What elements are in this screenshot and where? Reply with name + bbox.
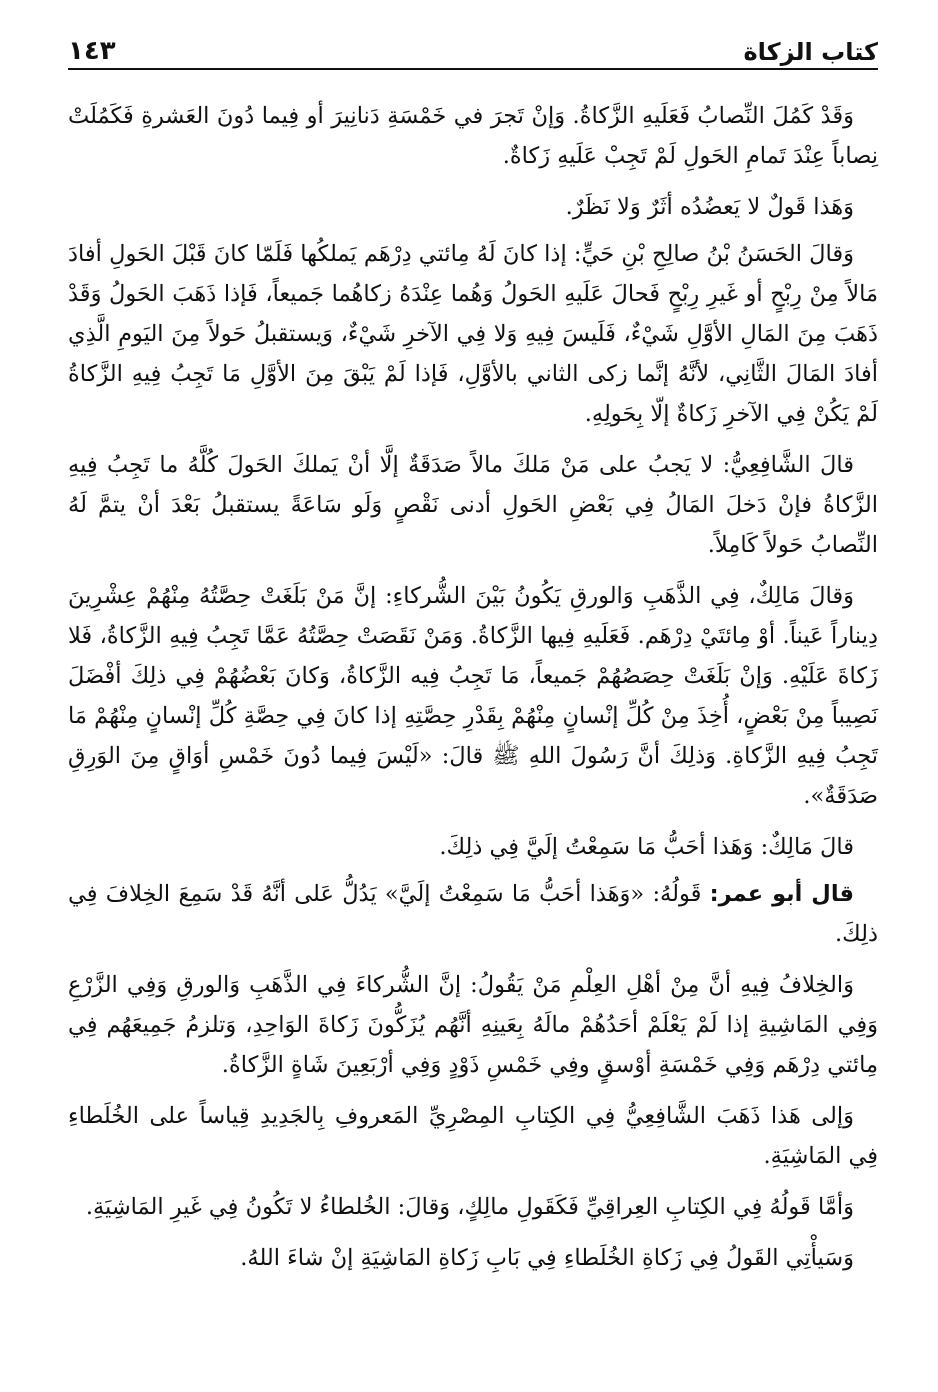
page-number: ١٤٣ <box>68 36 116 66</box>
paragraph: وَقالَ مَالِكٌ، فِي الذَّهَبِ وَالورقِ يَكُونُ بَيْنَ الشُّركاءِ: إنَّ مَنْ بَلَغَتْ حِصَّتُهُ مِنْهُمْ عِشْرِينَ دِيناراً عَيناً. أوْ مِائتَيْ دِرْهَم. فَعَلَيهِ فِيها الزَّكاةُ. وَمَنْ نَقَصَتْ حِصَّتُهُ عَمَّا تَجِبُ فِيهِ الزَّكاةُ، فَلا زَكاةَ عَلَيْهِ. وَإنْ بَلَغَتْ حِصَصُهُمْ جَميعاً، مَا تَجِبُ فِيه الزَّكاةُ، وَكانَ بَعْضُهُمْ فِي ذلِكَ أفْضَلَ نَصِيباً مِنْ بَعْضٍ، أُخِذَ مِنْ كُلِّ إنْسانٍ مِنْهُمْ بِقَدْرِ حِصَّتِهِ إذا كانَ فِي حِصَّةِ كُلِّ إنْسانٍ مِنْهُمْ مَا تَجِبُ فِيهِ الزَّكاةِ. وَذلِكَ أنَّ رَسُولَ اللهِ ﷺ قالَ: «لَيْسَ فِيما دُونَ خَمْسِ أوَاقٍ مِنَ الوَرِقِ صَدَقَةٌ». <box>68 583 878 809</box>
paragraph-abu-umar <box>68 874 878 954</box>
paragraph: وَسَيأْتِي القَولُ فِي زَكاةِ الخُلَطاءِ فِي بَابِ زَكاةِ المَاشِيَةِ إنْ شاءَ اللهُ. <box>240 1245 854 1271</box>
paragraph: وَالخِلافُ فِيهِ أنَّ مِنْ أهْلِ العِلْمِ مَنْ يَقُولُ: إنَّ الشُّركاءَ فِي الذَّهَبِ وَالورقِ وَفِي الزَّرْعِ وَفِي المَاشِيةِ إذا لَمْ يَعْلَمْ أحَدُهُمْ مالَهُ بِعَينِهِ أنَّهُم يُزَكُّونَ زَكاةَ الوَاحِدِ، وَتلزمُ جَمِيعَهُم فِي مِائتي دِرْهَم وَفِي خَمْسَةِ أوْسقٍ وفِي خَمْسِ ذَوْدٍ وَفِي أرْبَعِينَ شَاةٍ الزَّكاةُ. <box>68 972 878 1078</box>
document-page <box>68 24 878 1374</box>
paragraph: قالَ مَالِكٌ: وَهَذا أحَبُّ مَا سَمِعْتُ إلَيَّ فِي ذلِكَ. <box>439 834 854 860</box>
paragraph: وَقَدْ كَمُلَ النِّصابُ فَعَلَيهِ الزَّكاةُ. وَإنْ تَجرَ في خَمْسَةِ دَنانِيرَ أو فِيما دُونَ العَشرةِ فَكَمُلَتْ نِصاباً عِنْدَ تَمامِ الحَولِ لَمْ تَجِبْ عَلَيهِ زَكاةٌ. <box>68 103 878 169</box>
book-title: كتاب الزكاة <box>743 38 878 66</box>
paragraph: وَهَذا قَولٌ لا يَعضُدُه أثَرٌ وَلا نَظَرٌ. <box>565 194 854 220</box>
paragraph: وَإلى هَذا ذَهَبَ الشَّافِعِيُّ فِي الكِتابِ المِصْرِيِّ المَعروفِ بِالجَدِيدِ قِياساً على الخُلَطاءِ فِي المَاشِيَةِ. <box>68 1103 878 1169</box>
paragraph: وَقالَ الحَسَنُ بْنُ صالِحِ بْنِ حَيٍّ: إذا كانَ لَهُ مِائتي دِرْهَم يَملكُها فَلَمّا كانَ قَبْلَ الحَولِ أفادَ مَالاً مِنْ رِبْحٍ أو غَيرِ رِبْحٍ فَحالَ عَلَيهِ الحَولُ وَهُما عِنْدَهُ زكاهُما جَميعاً، فَإذا ذَهَبَ الحَولُ وَقَدْ ذَهَبَ مِنَ المَالِ الأوَّلِ شَيْءٌ، فَلَيسَ فِيهِ وَلا فِي الآخرِ شَيْءٌ، وَيستقبلُ حَولاً مِنَ اليَومِ الَّذِي أفادَ المَالَ الثَّانِي، لأنَّهُ إنَّما زكى الثاني بالأوَّلِ، فَإذا لَمْ يَبْقَ مِنَ الأوَّلِ مَا تَجِبُ فِيهِ الزَّكاةُ لَمْ يَكُنْ فِي الآخرِ زَكاةٌ إلّا بِحَولِهِ. <box>68 241 878 427</box>
paragraph: قالَ الشَّافِعِيُّ: لا يَجبُ على مَنْ مَلكَ مالاً صَدَقَةٌ إلَّا أنْ يَملكَ الحَولَ كُلَّهُ ما تَجِبُ فِيهِ الزَّكاةُ فإنْ دَخلَ المَالُ فِي بَعْضِ الحَولِ أدنى نَقْصٍ وَلَو سَاعَةً يستقبلُ بَعْدَ أنْ يتمَّ لَهُ النِّصابُ حَولاً كَامِلاً. <box>68 452 878 558</box>
page-body <box>68 96 878 1278</box>
paragraph: وَأمَّا قَولُهُ فِي الكِتابِ العِراقِيِّ فَكَقَولِ مالِكٍ، وَقالَ: الخُلطاءُ لا تَكُونُ فِي غَيرِ المَاشِيَةِ. <box>85 1194 854 1220</box>
speaker-label: قال أبو عمر: <box>709 881 855 907</box>
paragraph-text: قَولُهُ: «وَهَذا أحَبُّ مَا سَمِعْتُ إلَيَّ» يَدُلُّ عَلى أنَّهُ قَدْ سَمِعَ الخِلافَ فِي ذلِكَ. <box>68 881 878 947</box>
running-header <box>68 24 878 70</box>
